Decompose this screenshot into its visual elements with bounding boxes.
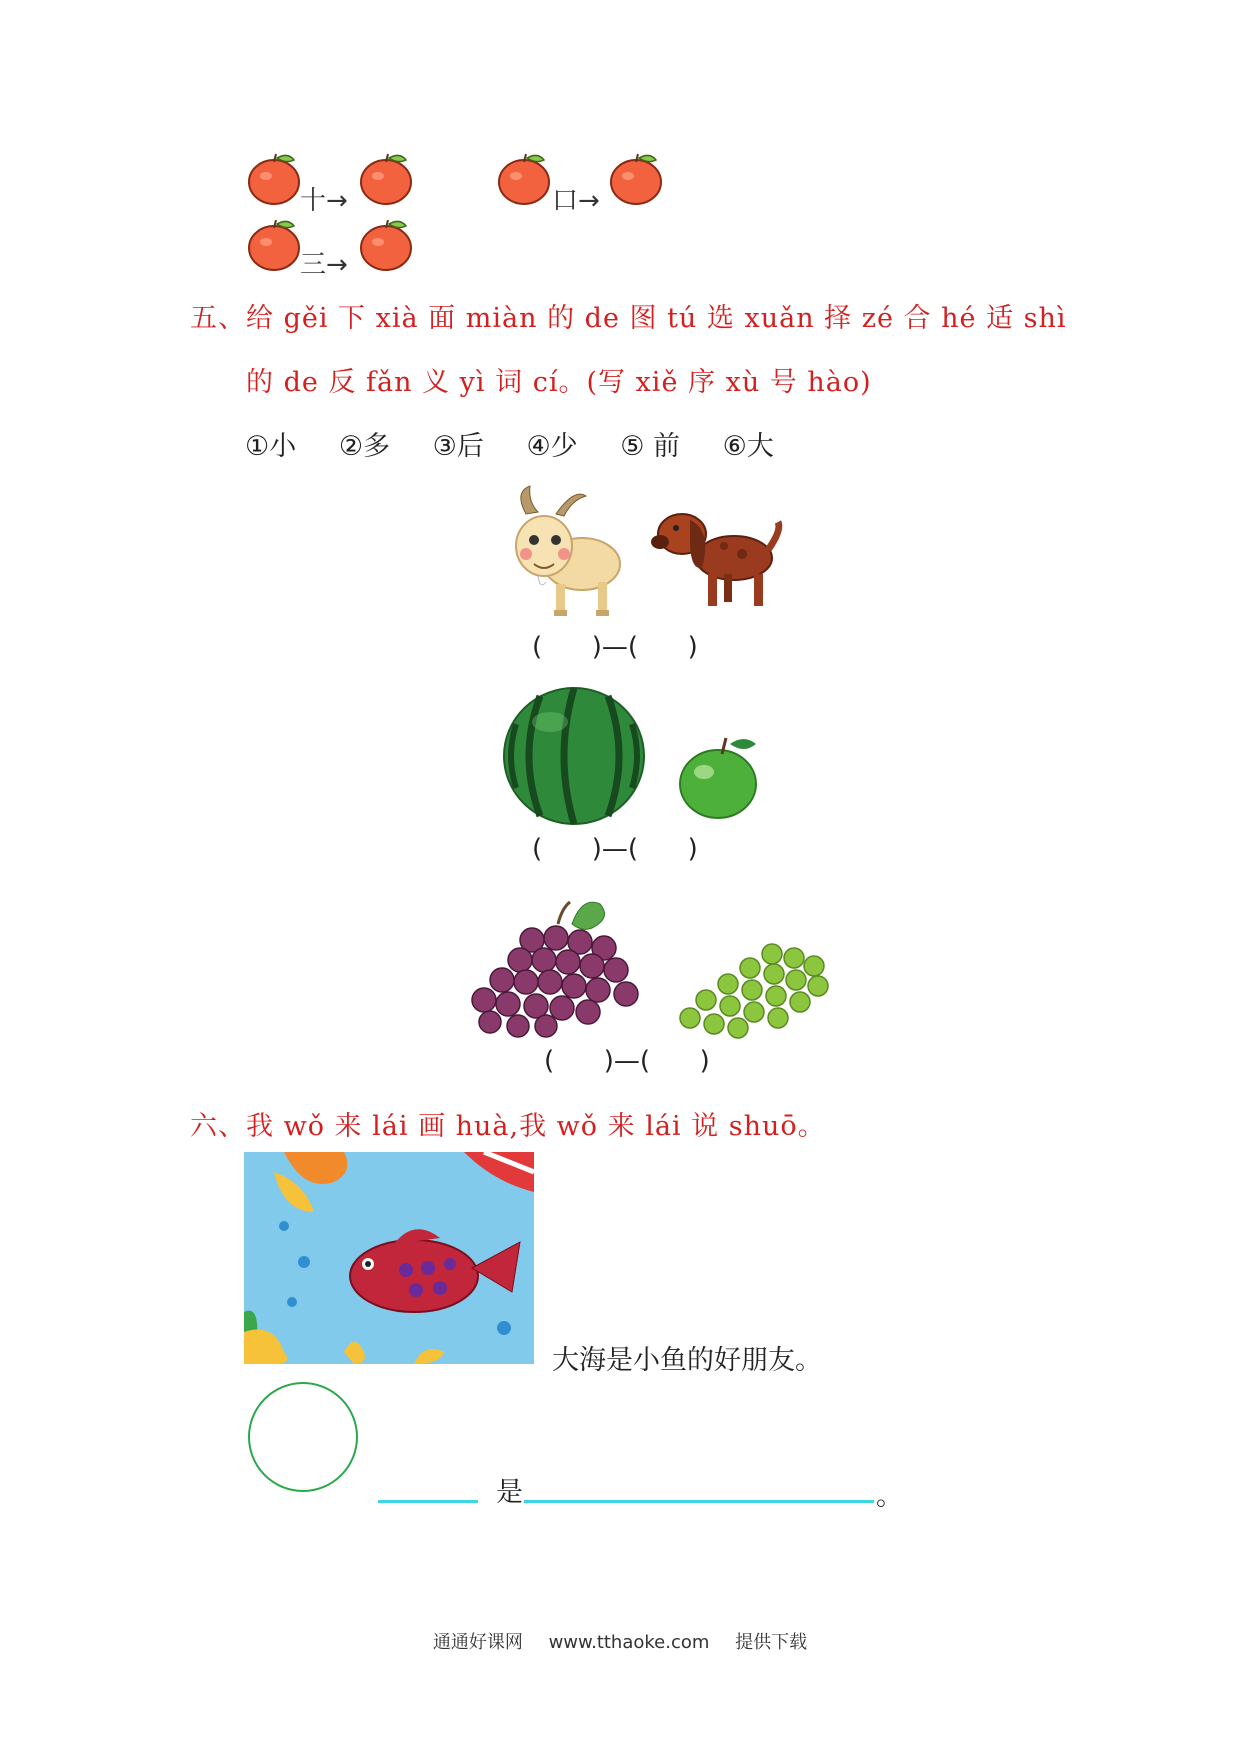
antonym-options	[245, 424, 808, 463]
watermelon-image	[500, 684, 648, 826]
option-item: ⑥大	[722, 431, 774, 462]
answer-pair-fruits[interactable]: ( )—( )	[532, 834, 698, 864]
apple-icon	[608, 150, 664, 206]
page-footer	[0, 1628, 1240, 1654]
blank-line-predicate[interactable]	[524, 1500, 874, 1503]
apple-icon	[358, 150, 414, 206]
apple-operator: 口→	[552, 186, 600, 216]
option-item: ①小	[245, 431, 297, 462]
option-item: ②多	[338, 431, 391, 462]
blank-line-subject[interactable]	[378, 1500, 478, 1503]
fill-end-punctuation: 。	[876, 1481, 903, 1512]
option-item: ③后	[432, 431, 484, 462]
answer-pair-animals[interactable]: ( )—( )	[532, 632, 698, 662]
apple-operator: 十→	[300, 186, 348, 216]
example-sentence: 大海是小鱼的好朋友。	[552, 1345, 822, 1376]
section6-heading: 六、我 wǒ 来 lái 画 huà,我 wǒ 来 lái 说 shuō。	[190, 1111, 826, 1142]
footer-site-name: 通通好课网	[432, 1632, 523, 1653]
apple-icon	[496, 150, 552, 206]
green-apple-image	[678, 732, 764, 820]
section5-heading-line1: 五、给 gěi 下 xià 面 miàn 的 de 图 tú 选 xuǎn 择 zé 合 hé 适 shì	[190, 303, 1067, 334]
goat-image	[494, 484, 634, 624]
section5-heading-line2: 的 de 反 fǎn 义 yì 词 cí。(写 xiě 序 xù 号 hào)	[246, 367, 872, 398]
fill-connector: 是	[496, 1477, 523, 1508]
purple-grapes-image	[462, 894, 652, 1040]
apple-icon	[246, 150, 302, 206]
apple-icon	[246, 216, 302, 272]
answer-pair-grapes[interactable]: ( )—( )	[544, 1046, 710, 1076]
apple-operator: 三→	[300, 250, 348, 280]
sea-fish-image	[244, 1152, 534, 1364]
dog-image	[650, 500, 790, 620]
footer-url[interactable]: www.tthaoke.com	[548, 1632, 710, 1653]
apple-icon	[358, 216, 414, 272]
footer-download: 提供下载	[735, 1632, 808, 1653]
drawing-circle[interactable]	[246, 1380, 360, 1494]
option-item: ④少	[526, 431, 578, 462]
option-item: ⑤ 前	[620, 431, 681, 462]
green-grapes-image	[676, 940, 832, 1040]
